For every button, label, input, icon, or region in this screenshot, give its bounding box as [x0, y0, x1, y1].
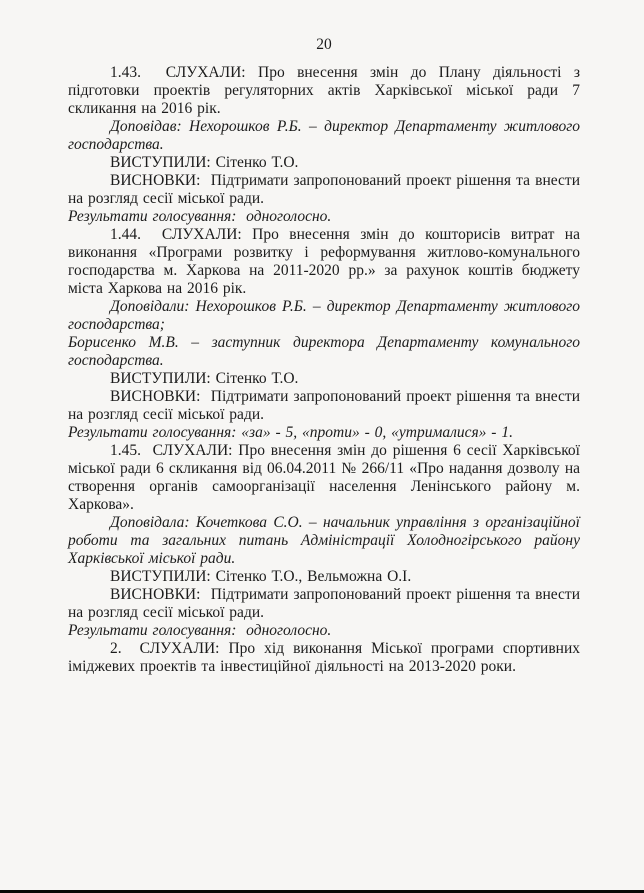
section-2 — [68, 640, 580, 676]
vystupyly-line-1-45: ВИСТУПИЛИ: Сітенко Т.О., Вельможна О.І. — [110, 568, 412, 585]
vysnovky-paragraph-1-44: ВИСНОВКИ: Підтримати запропонований проект рішення та внести на розгляд сесії міської ради. — [68, 388, 580, 423]
reporter-paragraph-1-43: Доповідав: Нехорошков Р.Б. – директор Департаменту житлового господарства. — [68, 118, 580, 153]
vystupyly-line-1-44: ВИСТУПИЛИ: Сітенко Т.О. — [110, 370, 299, 387]
sluhaly-heading-1-45: 1.45. СЛУХАЛИ: Про внесення змін до рішення 6 сесії Харківської міської ради 6 скликання від 06.04.2011 № 266/11 «Про надання дозволу на створення органів самоорганізації населення Ленінського району м. Харкова». — [68, 442, 580, 513]
page-number: 20 — [316, 36, 332, 53]
sluhaly-heading-1-43: 1.43. СЛУХАЛИ: Про внесення змін до Плану діяльності з підготовки проектів регуляторних актів Харківської міської ради 7 скликання на 2016 рік. — [68, 64, 580, 117]
reporter-paragraph-1-45: Доповідала: Кочеткова С.О. – начальник управління з організаційної роботи та загальних питань Адміністрації Холодногірського району Харківської міської ради. — [68, 514, 580, 567]
vysnovky-paragraph-1-45: ВИСНОВКИ: Підтримати запропонований проект рішення та внести на розгляд сесії міської ради. — [68, 586, 580, 621]
sluhaly-heading-2: 2. СЛУХАЛИ: Про хід виконання Міської програми спортивних іміджевих проектів та інвестиційної діяльності на 2013-2020 роки. — [68, 640, 580, 675]
voting-result-1-43: Результати голосування: одноголосно. — [68, 208, 332, 225]
section-1-43 — [68, 64, 580, 226]
voting-result-1-45: Результати голосування: одноголосно. — [68, 622, 332, 639]
text-block — [68, 36, 580, 676]
vystupyly-line-1-43: ВИСТУПИЛИ: Сітенко Т.О. — [110, 154, 299, 171]
section-1-45 — [68, 442, 580, 640]
reporter-paragraph-1-44: Доповідали: Нехорошков Р.Б. – директор Департаменту житлового господарства; — [68, 298, 580, 333]
sluhaly-heading-1-44: 1.44. СЛУХАЛИ: Про внесення змін до кошторисів витрат на виконання «Програми розвитку і реформування житлово-комунального господарства м. Харкова на 2011-2020 рр.» за рахунок коштів бюджету міста Харкова на 2016 рік. — [68, 226, 580, 297]
section-1-44 — [68, 226, 580, 442]
voting-result-1-44: Результати голосування: «за» - 5, «проти» - 0, «утрималися» - 1. — [68, 424, 513, 441]
vysnovky-paragraph-1-43: ВИСНОВКИ: Підтримати запропонований проект рішення та внести на розгляд сесії міської ради. — [68, 172, 580, 207]
reporter-paragraph-2-1-44: Борисенко М.В. – заступник директора Департаменту комунального господарства. — [68, 334, 580, 369]
